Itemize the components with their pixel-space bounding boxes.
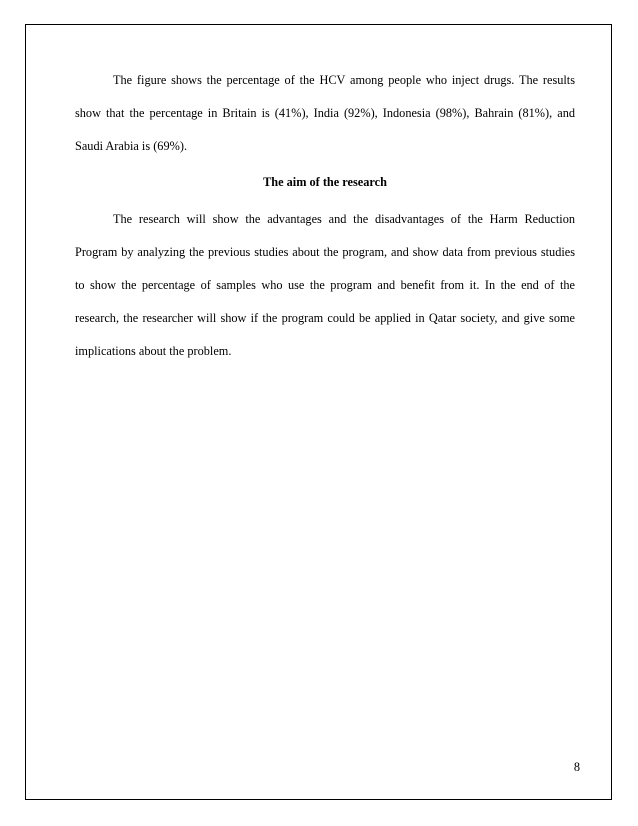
page-number: 8 [573,760,580,774]
section-heading: The aim of the research [263,175,387,189]
paragraph-research-aim: The research will show the advantages and the disadvantages of the Harm Reduction Program by analyzing the previous studies about the program, and show data from previous studies to show the percentage of samples who use the program and benefit from it. In the end of the research, the researcher will show if the program could be applied in Qatar society, and give some implications about the problem. [75,212,575,358]
paragraph-hcv-results: The figure shows the percentage of the HCV among people who inject drugs. The results show that the percentage in Britain is (41%), India (92%), Indonesia (98%), Bahrain (81%), and Saudi Arabia is (69%). [75,73,575,153]
